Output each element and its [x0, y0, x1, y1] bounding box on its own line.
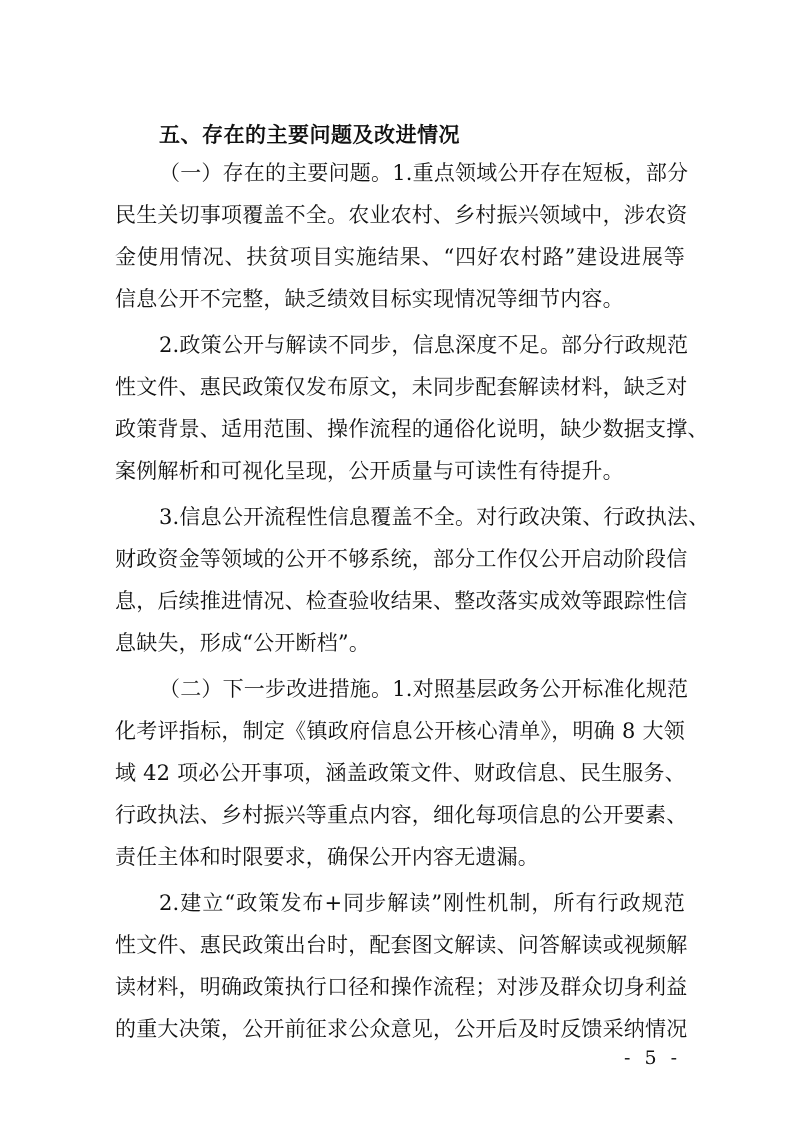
paragraph-line: （二）下一步改进措施。1.对照基层政务公开标准化规范 [159, 677, 689, 701]
paragraph [115, 668, 689, 878]
paragraph-line: 2.建立“政策发布+同步解读”刚性机制，所有行政规范 [159, 891, 685, 915]
paragraph-line: 性文件、惠民政策仅发布原文，未同步配套解读材料，缺乏对 [115, 375, 688, 399]
paragraph [115, 882, 688, 1050]
paragraph-line: 的重大决策，公开前征求公众意见，公开后及时反馈采纳情况 [115, 1017, 688, 1041]
paragraph [115, 152, 689, 320]
paragraph-line: 民生关切事项覆盖不全。农业农村、乡村振兴领域中，涉农资 [115, 203, 688, 227]
paragraph [115, 496, 710, 664]
paragraph-line: 责任主体和时限要求，确保公开内容无遗漏。 [115, 845, 539, 869]
paragraph-line: 息，后续推进情况、检查验收结果、整改落实成效等跟踪性信 [115, 589, 688, 613]
page-number: - 5 - [623, 1047, 681, 1069]
paragraph-line: 化考评指标，制定《镇政府信息公开核心清单》，明确 8 大领 [115, 719, 685, 743]
paragraph-line: 2.政策公开与解读不同步，信息深度不足。部分行政规范 [159, 333, 689, 357]
paragraph-line: （一）存在的主要问题。1.重点领域公开存在短板，部分 [159, 161, 689, 185]
paragraph-line: 财政资金等领域的公开不够系统，部分工作仅公开启动阶段信 [115, 547, 688, 571]
paragraph-line: 域 42 项必公开事项，涵盖政策文件、财政信息、民生服务、 [115, 761, 686, 785]
paragraph-line: 读材料，明确政策执行口径和操作流程；对涉及群众切身利益 [115, 975, 688, 999]
document-body [115, 118, 710, 1050]
paragraph-line: 案例解析和可视化呈现，公开质量与可读性有待提升。 [115, 459, 624, 483]
paragraph [115, 324, 709, 492]
paragraph-line: 金使用情况、扶贫项目实施结果、“四好农村路”建设进展等 [115, 245, 685, 269]
paragraph-line: 息缺失，形成“公开断档”。 [115, 631, 371, 655]
paragraph-line: 行政执法、乡村振兴等重点内容，细化每项信息的公开要素、 [115, 803, 688, 827]
paragraph-line: 3.信息公开流程性信息覆盖不全。对行政决策、行政执法、 [159, 505, 710, 529]
paragraph-line: 性文件、惠民政策出台时，配套图文解读、问答解读或视频解 [115, 933, 688, 957]
paragraph-line: 政策背景、适用范围、操作流程的通俗化说明，缺少数据支撑、 [115, 417, 709, 441]
paragraph-line: 信息公开不完整，缺乏绩效目标实现情况等细节内容。 [115, 287, 624, 311]
section-heading: 五、存在的主要问题及改进情况 [159, 123, 460, 147]
paragraph-list [115, 152, 710, 1050]
